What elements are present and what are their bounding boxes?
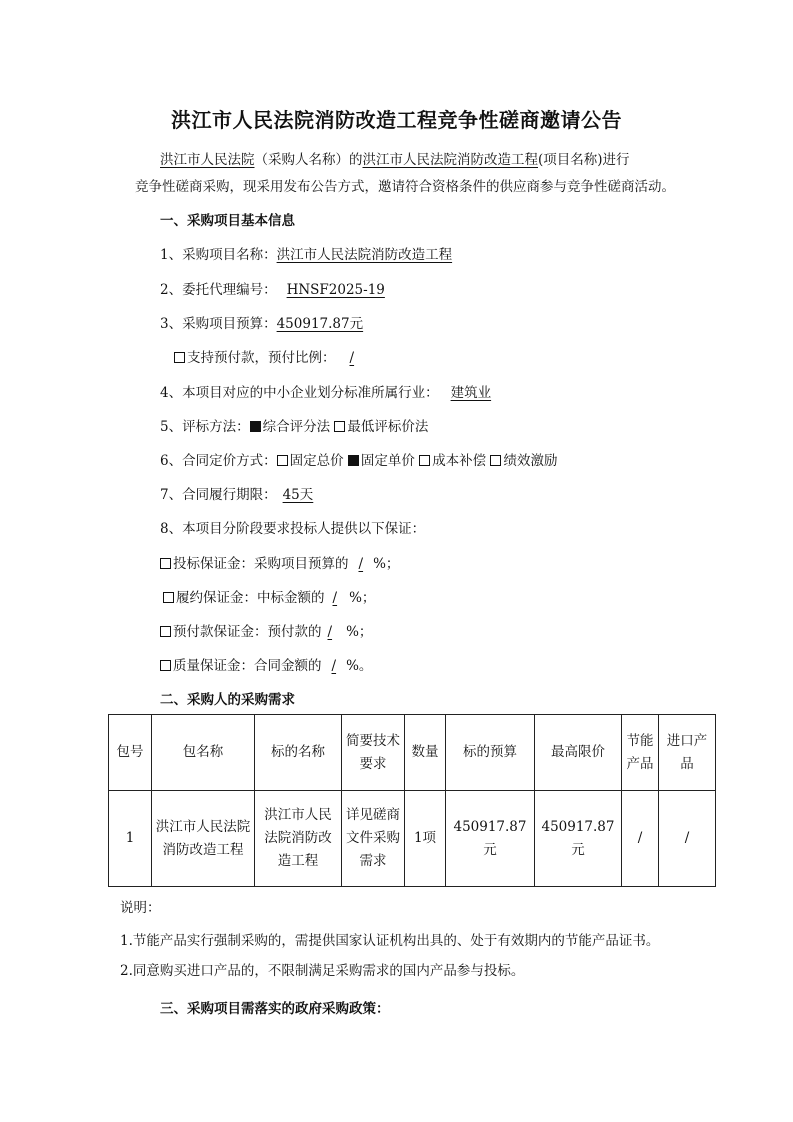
guarantee4-suffix: %。 — [346, 658, 373, 674]
header-imported: 进口产品 — [659, 715, 716, 791]
pricing-unit-checkbox[interactable] — [348, 455, 359, 466]
item-pricing-method — [160, 452, 557, 470]
cell-package-name: 洪江市人民法院消防改造工程 — [152, 791, 255, 887]
guarantee-quality — [160, 657, 372, 675]
guarantee-bid-checkbox[interactable] — [160, 558, 171, 569]
guarantee1-suffix: %； — [373, 556, 400, 572]
item-agency-code — [160, 281, 395, 299]
guarantee3-label: 预付款保证金：预付款的 — [173, 624, 322, 640]
item-budget — [160, 315, 363, 333]
prepay-label: 支持预付款，预付比例： — [187, 350, 336, 366]
item7-label: 7、合同履行期限： — [160, 487, 277, 503]
purchaser-name: 洪江市人民法院 — [160, 152, 255, 168]
cell-budget: 450917.87元 — [446, 791, 535, 887]
guarantee4-value: / — [331, 658, 337, 674]
header-quantity: 数量 — [405, 715, 446, 791]
section2-heading: 二、采购人的采购需求 — [160, 692, 295, 708]
cell-quantity: 1项 — [405, 791, 446, 887]
header-package-name: 包名称 — [152, 715, 255, 791]
guarantee-bid — [160, 555, 399, 573]
item2-label: 2、委托代理编号： — [160, 282, 277, 298]
header-package-no: 包号 — [109, 715, 152, 791]
prepay-value: / — [349, 350, 355, 366]
purchaser-suffix: （采购人名称）的 — [254, 152, 363, 168]
pricing-opt2-label: 固定单价 — [360, 453, 415, 469]
pricing-performance-checkbox[interactable] — [490, 455, 501, 466]
item2-value: HNSF2025-19 — [286, 282, 385, 298]
section1-heading: 一、采购项目基本信息 — [160, 213, 295, 229]
guarantee2-suffix: %； — [349, 590, 376, 606]
guarantee-prepayment-checkbox[interactable] — [160, 626, 171, 637]
eval-lowest-price-checkbox[interactable] — [334, 421, 345, 432]
project-suffix: (项目名称)进行 — [538, 152, 630, 168]
item-guarantees: 8、本项目分阶段要求投标人提供以下保证： — [160, 521, 426, 537]
item-evaluation-method — [160, 418, 428, 436]
guarantee1-label: 投标保证金：采购项目预算的 — [173, 556, 349, 572]
guarantee-prepayment — [160, 623, 372, 641]
pricing-total-checkbox[interactable] — [277, 455, 288, 466]
pricing-cost-checkbox[interactable] — [419, 455, 430, 466]
prepay-checkbox[interactable] — [174, 352, 185, 363]
table-header-row — [109, 715, 716, 791]
document-title: 洪江市人民法院消防改造工程竞争性磋商邀请公告 — [171, 108, 622, 132]
cell-subject-name: 洪江市人民法院消防改造工程 — [255, 791, 342, 887]
pricing-opt4-label: 绩效激励 — [503, 453, 558, 469]
guarantee2-value: / — [332, 590, 338, 606]
header-subject-name: 标的名称 — [255, 715, 342, 791]
header-tech-requirements: 简要技术要求 — [342, 715, 405, 791]
cell-max-price: 450917.87元 — [535, 791, 622, 887]
eval-opt1-label: 综合评分法 — [262, 419, 331, 435]
table-row — [109, 791, 716, 887]
item1-label: 1、采购项目名称： — [160, 247, 277, 263]
guarantee1-value: / — [358, 556, 364, 572]
cell-tech-requirements: 详见磋商文件采购需求 — [342, 791, 405, 887]
pricing-opt3-label: 成本补偿 — [432, 453, 487, 469]
project-name: 洪江市人民法院消防改造工程 — [362, 152, 538, 168]
item-contract-period — [160, 486, 327, 504]
guarantee-performance — [163, 589, 375, 607]
item3-label: 3、采购项目预算： — [160, 316, 277, 332]
pricing-opt1-label: 固定总价 — [289, 453, 344, 469]
item6-label: 6、合同定价方式： — [160, 453, 277, 469]
guarantee2-label: 履约保证金：中标金额的 — [176, 590, 325, 606]
guarantee4-label: 质量保证金：合同金额的 — [173, 658, 322, 674]
item4-label: 4、本项目对应的中小企业划分标准所属行业： — [160, 385, 439, 401]
header-energy-saving: 节能产品 — [622, 715, 659, 791]
item4-value: 建筑业 — [450, 385, 492, 401]
eval-opt2-label: 最低评标价法 — [347, 419, 429, 435]
item7-value: 45天 — [282, 487, 314, 503]
cell-energy-saving: / — [622, 791, 659, 887]
item-industry — [160, 384, 491, 402]
intro-line-2: 竞争性磋商采购，现采用发布公告方式，邀请符合资格条件的供应商参与竞争性磋商活动。 — [135, 179, 675, 195]
intro-line-1 — [160, 151, 630, 169]
eval-comprehensive-checkbox[interactable] — [250, 421, 261, 432]
guarantee3-suffix: %； — [346, 624, 373, 640]
item1-value: 洪江市人民法院消防改造工程 — [276, 247, 453, 263]
requirements-table — [108, 714, 716, 887]
note-2: 2.同意购买进口产品的，不限制满足采购需求的国内产品参与投标。 — [120, 963, 525, 979]
notes-title: 说明： — [120, 900, 161, 916]
guarantee-quality-checkbox[interactable] — [160, 660, 171, 671]
item3-value: 450917.87元 — [276, 316, 364, 332]
item5-label: 5、评标方法： — [160, 419, 250, 435]
note-1: 1.节能产品实行强制采购的，需提供国家认证机构出具的、处于有效期内的节能产品证书。 — [120, 933, 660, 949]
header-max-price: 最高限价 — [535, 715, 622, 791]
item-prepayment — [174, 349, 380, 367]
header-budget: 标的预算 — [446, 715, 535, 791]
guarantee3-value: / — [327, 624, 333, 640]
cell-package-no: 1 — [109, 791, 152, 887]
section3-heading: 三、采购项目需落实的政府采购政策： — [160, 1001, 390, 1017]
guarantee-performance-checkbox[interactable] — [163, 592, 174, 603]
item-project-name — [160, 246, 452, 264]
cell-imported: / — [659, 791, 716, 887]
